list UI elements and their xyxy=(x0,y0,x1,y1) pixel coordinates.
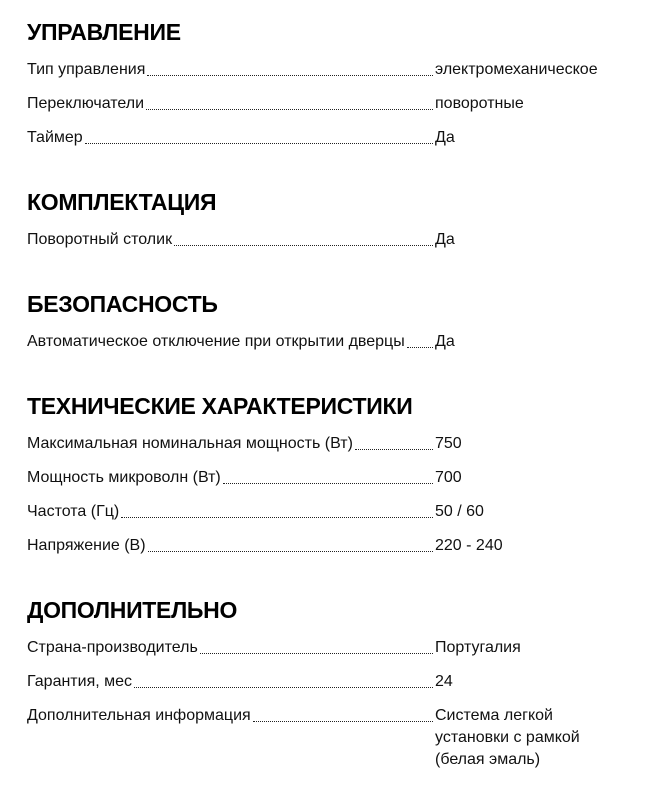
dotted-leader xyxy=(147,59,433,76)
spec-row xyxy=(27,59,607,81)
spec-label: Автоматическое отключение при открытии дверцы xyxy=(27,333,405,350)
spec-label: Мощность микроволн (Вт) xyxy=(27,469,221,486)
dotted-leader xyxy=(174,229,433,246)
spec-label: Таймер xyxy=(27,129,83,146)
section-title: КОМПЛЕКТАЦИЯ xyxy=(27,189,217,215)
spec-row xyxy=(27,501,607,523)
spec-row xyxy=(27,535,607,557)
spec-row xyxy=(27,229,607,251)
spec-value: Система легкой установки с рамкой (белая эмаль) xyxy=(435,707,580,768)
spec-row xyxy=(27,433,607,455)
spec-label: Напряжение (В) xyxy=(27,537,146,554)
spec-value: 750 xyxy=(435,435,462,452)
spec-label: Поворотный столик xyxy=(27,231,173,248)
section-technical xyxy=(27,395,607,557)
dotted-leader xyxy=(146,93,433,110)
spec-row xyxy=(27,467,607,489)
dotted-leader xyxy=(355,433,433,450)
dotted-leader xyxy=(148,535,433,552)
dotted-leader xyxy=(134,671,433,688)
spec-value: электромеханическое xyxy=(435,61,598,78)
spec-value: Да xyxy=(435,129,455,146)
spec-value: 50 / 60 xyxy=(435,503,484,520)
spec-value: Да xyxy=(435,333,455,350)
spec-value: Португалия xyxy=(435,639,521,656)
spec-value: 700 xyxy=(435,469,462,486)
section-title: ДОПОЛНИТЕЛЬНО xyxy=(27,597,238,623)
spec-value: Да xyxy=(435,231,455,248)
spec-value: 24 xyxy=(435,673,453,690)
section-additional xyxy=(27,599,607,771)
section-equipment xyxy=(27,191,607,251)
spec-row xyxy=(27,331,607,353)
dotted-leader xyxy=(85,127,433,144)
spec-label: Страна-производитель xyxy=(27,639,198,656)
spec-value: поворотные xyxy=(435,95,524,112)
dotted-leader xyxy=(407,331,433,348)
section-control xyxy=(27,21,607,149)
spec-row xyxy=(27,671,607,693)
spec-label: Максимальная номинальная мощность (Вт) xyxy=(27,435,353,452)
spec-label: Переключатели xyxy=(27,95,145,112)
dotted-leader xyxy=(200,637,433,654)
section-title: ТЕХНИЧЕСКИЕ ХАРАКТЕРИСТИКИ xyxy=(27,393,413,419)
section-title: УПРАВЛЕНИЕ xyxy=(27,19,181,45)
spec-value: 220 - 240 xyxy=(435,537,503,554)
spec-row xyxy=(27,127,607,149)
spec-row xyxy=(27,637,607,659)
spec-label: Частота (Гц) xyxy=(27,503,120,520)
spec-row xyxy=(27,705,607,771)
dotted-leader xyxy=(223,467,433,484)
spec-label: Дополнительная информация xyxy=(27,707,251,724)
spec-label: Гарантия, мес xyxy=(27,673,133,690)
dotted-leader xyxy=(121,501,433,518)
dotted-leader xyxy=(253,705,433,722)
spec-label: Тип управления xyxy=(27,61,146,78)
spec-row xyxy=(27,93,607,115)
section-title: БЕЗОПАСНОСТЬ xyxy=(27,291,218,317)
section-safety xyxy=(27,293,607,353)
